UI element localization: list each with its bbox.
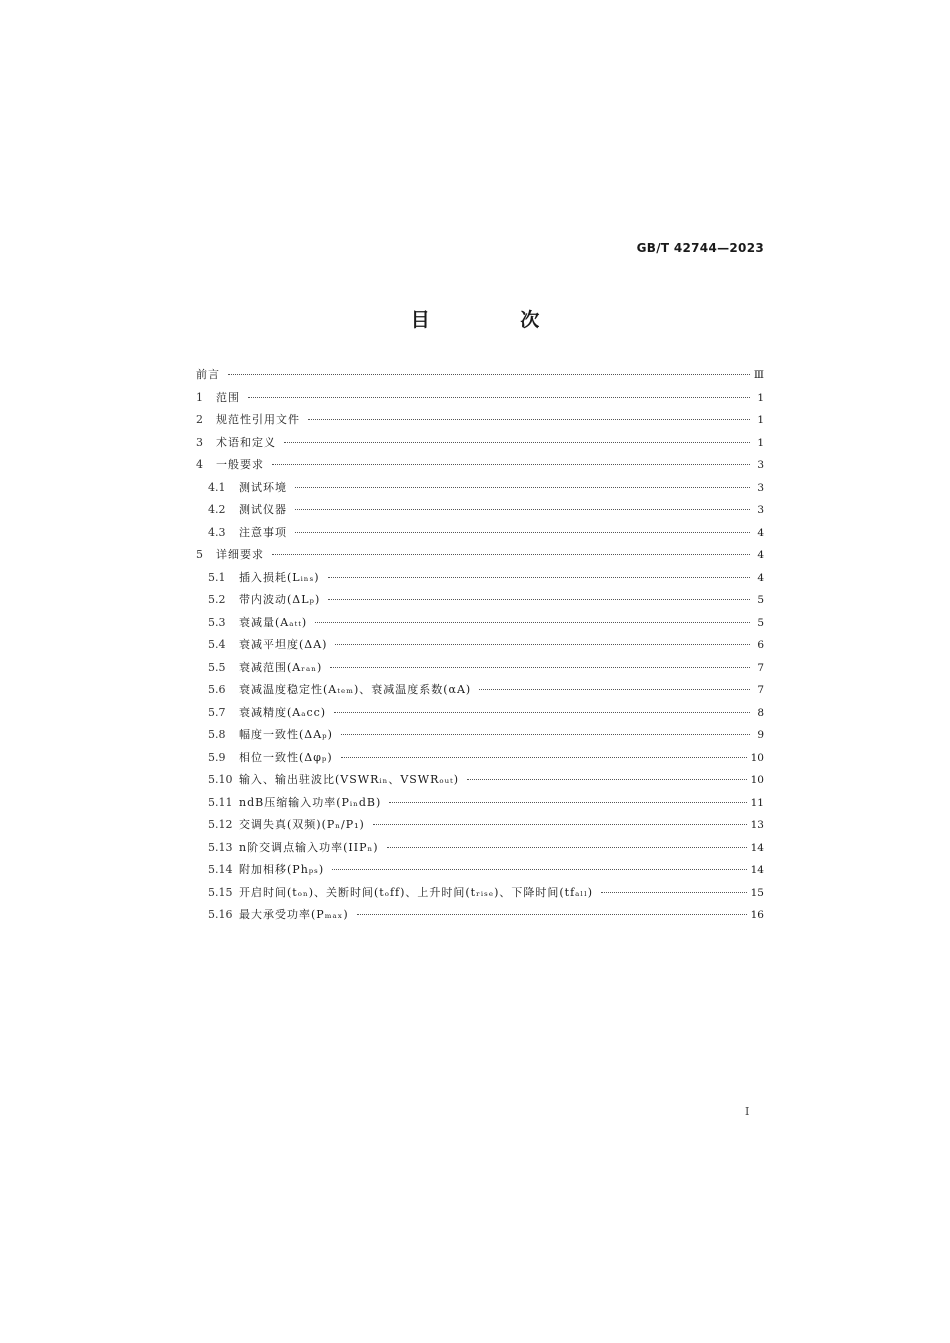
page-number: I [745, 1105, 750, 1118]
toc-entry-number: 5.9 [208, 750, 226, 764]
toc-entry-title: 术语和定义 [216, 435, 276, 449]
toc-entry-number: 5.4 [208, 638, 226, 651]
toc-dot-leader [295, 487, 750, 488]
standard-number: GB/T 42744—2023 [636, 241, 764, 255]
toc-entry-title: 详细要求 [216, 548, 264, 561]
toc-entry-page: 7 [757, 661, 764, 674]
toc-entry-number: 5.11 [208, 795, 233, 809]
toc-entry-title: 开启时间(tₒₙ)、关断时间(tₒff)、上升时间(tᵣᵢₛₑ)、下降时间(tfₐₗₗ) [239, 885, 594, 899]
toc-entry-title: 衰减范围(Aᵣₐₙ) [239, 660, 323, 674]
toc-entry[interactable] [196, 837, 764, 860]
toc-dot-leader [373, 824, 747, 825]
toc-entry[interactable] [196, 454, 764, 477]
toc-entry-page: 1 [757, 436, 764, 449]
toc-dot-leader [479, 689, 750, 690]
toc-entry[interactable] [196, 364, 764, 387]
toc-entry[interactable] [196, 477, 764, 500]
toc-entry-page: 4 [757, 526, 764, 539]
toc-entry-title: ndB压缩输入功率(PᵢₙdB) [239, 795, 382, 809]
toc-entry-page: 1 [757, 391, 764, 404]
toc-entry-page: 15 [750, 886, 764, 899]
toc-entry[interactable] [196, 409, 764, 432]
toc-entry-number: 4.3 [208, 525, 226, 539]
toc-entry-title: 一般要求 [216, 458, 264, 471]
toc-entry-title: 测试环境 [239, 480, 287, 494]
toc-entry[interactable] [196, 567, 764, 590]
toc-entry[interactable] [196, 522, 764, 545]
toc-dot-leader [248, 397, 750, 398]
toc-entry-number: 5.10 [208, 773, 233, 786]
toc-entry[interactable] [196, 814, 764, 837]
toc-entry-page: 3 [757, 504, 764, 516]
toc-dot-leader [315, 622, 750, 623]
toc-entry-number: 5.14 [208, 863, 233, 876]
toc-entry[interactable] [196, 747, 764, 770]
toc-dot-leader [467, 779, 747, 780]
toc-entry-title: 插入损耗(Lᵢₙₛ) [239, 570, 320, 584]
toc-entry-title: 前言 [196, 368, 220, 381]
toc-entry-title: 衰减温度稳定性(Aₜₑₘ)、衰减温度系数(αA) [239, 683, 472, 696]
toc-entry[interactable] [196, 882, 764, 905]
toc-entry-title: 幅度一致性(ΔAₚ) [239, 728, 333, 741]
toc-entry-page: 14 [750, 841, 764, 854]
toc-entry-number: 5.3 [208, 615, 226, 629]
toc-entry-page: 5 [757, 594, 764, 606]
toc-entry-page: 14 [750, 864, 764, 876]
toc-entry[interactable] [196, 387, 764, 410]
toc-dot-leader [328, 599, 750, 600]
toc-dot-leader [228, 374, 750, 375]
toc-entry-page: 16 [750, 909, 764, 921]
toc-dot-leader [341, 734, 750, 735]
toc-entry-page: 3 [757, 481, 764, 494]
toc-dot-leader [284, 442, 750, 443]
toc-entry-number: 5.13 [208, 840, 233, 854]
toc-entry[interactable] [196, 634, 764, 657]
toc-entry-page: 1 [757, 414, 764, 426]
toc-dot-leader [308, 419, 750, 420]
toc-entry-number: 5.12 [208, 818, 233, 831]
toc-entry-page: 9 [757, 729, 764, 741]
toc-entry-title: 输入、输出驻波比(VSWRᵢₙ、VSWRₒᵤₜ) [239, 773, 460, 786]
toc-entry-number: 4.2 [208, 503, 226, 516]
toc-dot-leader [334, 712, 750, 713]
toc-dot-leader [328, 577, 750, 578]
toc-entry-title: 测试仪器 [239, 503, 287, 516]
toc-entry-title: 注意事项 [239, 525, 287, 539]
toc-entry-title: 交调失真(双频)(Pₙ/P₁) [239, 818, 365, 831]
toc-dot-leader [332, 869, 746, 870]
toc-entry-title: 附加相移(Phₚₛ) [239, 863, 325, 876]
toc-entry[interactable] [196, 859, 764, 882]
toc-entry[interactable] [196, 657, 764, 680]
toc-entry-title: 衰减精度(Aₐcc) [239, 705, 327, 719]
toc-entry-page: 4 [757, 549, 764, 561]
toc-entry-number: 4.1 [208, 480, 226, 494]
toc-entry[interactable] [196, 679, 764, 702]
toc-entry-page: 13 [750, 819, 764, 831]
toc-dot-leader [330, 667, 750, 668]
toc-dot-leader [389, 802, 746, 803]
toc-entry-number: 1 [196, 390, 203, 404]
toc-entry[interactable] [196, 589, 764, 612]
toc-entry-number: 5.16 [208, 908, 233, 921]
toc-entry-title: 最大承受功率(Pₘₐₓ) [239, 908, 349, 921]
toc-entry-page: 10 [750, 774, 764, 786]
toc-title: 目 次 [410, 309, 582, 331]
toc-entry-number: 5.2 [208, 593, 226, 606]
toc-entry-title: 衰减量(Aₐₜₜ) [239, 615, 308, 629]
toc-entry[interactable] [196, 432, 764, 455]
toc-entry[interactable] [196, 702, 764, 725]
toc-entry[interactable] [196, 904, 764, 927]
table-of-contents [196, 364, 764, 927]
toc-entry-title: 带内波动(ΔLₚ) [239, 593, 321, 606]
toc-entry-title: 相位一致性(Δφₚ) [239, 750, 333, 764]
toc-dot-leader [272, 554, 750, 555]
toc-entry-number: 5.6 [208, 683, 226, 696]
toc-entry-title: 衰减平坦度(ΔA) [239, 638, 328, 651]
toc-entry-number: 3 [196, 435, 203, 449]
toc-entry-page: 11 [750, 796, 764, 809]
toc-entry-number: 5.8 [208, 728, 226, 741]
toc-dot-leader [387, 847, 747, 848]
toc-entry[interactable] [196, 769, 764, 792]
toc-entry-page: 6 [757, 639, 764, 651]
toc-dot-leader [335, 644, 750, 645]
toc-dot-leader [601, 892, 747, 893]
toc-entry-page: 3 [757, 459, 764, 471]
toc-entry-number: 4 [196, 458, 203, 471]
toc-entry-number: 5.1 [208, 570, 226, 584]
toc-entry-page: 5 [757, 616, 764, 629]
toc-entry-title: 规范性引用文件 [216, 413, 300, 426]
toc-dot-leader [272, 464, 750, 465]
toc-entry-page: Ⅲ [753, 369, 764, 381]
toc-entry-number: 5.5 [208, 660, 226, 674]
toc-entry[interactable] [196, 499, 764, 522]
toc-dot-leader [357, 914, 747, 915]
toc-entry-page: 7 [757, 684, 764, 696]
toc-entry-page: 8 [757, 706, 764, 719]
toc-entry-title: n阶交调点输入功率(IIPₙ) [239, 840, 379, 854]
toc-entry-title: 范围 [216, 390, 240, 404]
toc-dot-leader [295, 532, 750, 533]
toc-dot-leader [295, 509, 750, 510]
toc-entry[interactable] [196, 612, 764, 635]
toc-entry-page: 4 [757, 571, 764, 584]
toc-entry-number: 5.7 [208, 705, 226, 719]
toc-entry[interactable] [196, 724, 764, 747]
toc-dot-leader [341, 757, 747, 758]
toc-entry-number: 5.15 [208, 885, 233, 899]
toc-entry-number: 5 [196, 548, 203, 561]
toc-entry-page: 10 [750, 751, 764, 764]
toc-entry-number: 2 [196, 413, 203, 426]
toc-entry[interactable] [196, 544, 764, 567]
toc-entry[interactable] [196, 792, 764, 815]
